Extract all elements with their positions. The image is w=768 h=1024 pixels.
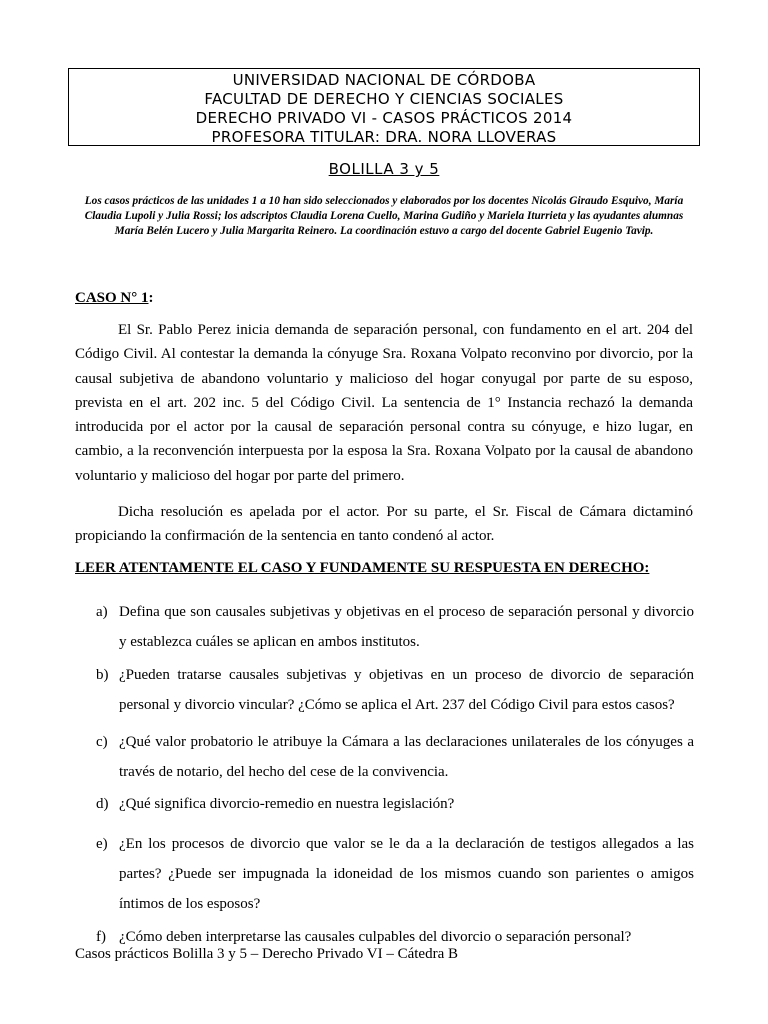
intro-paragraph: Los casos prácticos de las unidades 1 a 10 han sido seleccionados y elaborados por los docentes Nicolás Giraudo Esquivo, María Claudia Lupoli y Julia Rossi; los adscriptos Claudia Lorena Cuello, Marina Gudiño y Mariela Iturrieta y las ayudantes alumnas María Belén Lucero y Julia Margarita Reinero. La coordinación estuvo a cargo del docente Gabriel Eugenio Tavip. xyxy=(84,195,684,237)
question-letter: d) xyxy=(96,796,109,812)
question-letter: f) xyxy=(96,929,106,945)
instruction-heading: LEER ATENTAMENTE EL CASO Y FUNDAMENTE SU RESPUESTA EN DERECHO: xyxy=(75,560,650,576)
question-text: ¿Qué significa divorcio-remedio en nuestra legislación? xyxy=(119,796,455,812)
question-item xyxy=(96,660,694,720)
document-subtitle: BOLILLA 3 y 5 xyxy=(328,160,440,178)
case-heading-colon: : xyxy=(148,290,154,306)
header-box xyxy=(68,68,700,146)
question-text: ¿En los procesos de divorcio que valor se le da a la declaración de testigos allegados a las partes? ¿Puede ser impugnada la idoneidad de los mismos cuando son parientes o amigos íntimos de los esposos? xyxy=(119,836,694,912)
question-text: ¿Qué valor probatorio le atribuye la Cámara a las declaraciones unilaterales de los cónyuges a través de notario, del hecho del cese de la convivencia. xyxy=(119,734,694,780)
question-letter: c) xyxy=(96,734,108,750)
question-letter: e) xyxy=(96,836,108,852)
question-text: ¿Pueden tratarse causales subjetivas y objetivas en un proceso de divorcio de separación personal y divorcio vincular? ¿Cómo se aplica el Art. 237 del Código Civil para estos casos? xyxy=(119,667,694,713)
question-letter: b) xyxy=(96,667,109,683)
question-text: ¿Cómo deben interpretarse las causales culpables del divorcio o separación personal? xyxy=(119,929,632,945)
case-heading xyxy=(75,290,154,307)
case-heading-label: CASO N° 1 xyxy=(75,290,149,306)
header-course: DERECHO PRIVADO VI - CASOS PRÁCTICOS 2014 xyxy=(195,109,573,127)
question-text: Defina que son causales subjetivas y objetivas en el proceso de separación personal y divorcio y establezca cuáles se aplican en ambos institutos. xyxy=(119,604,694,650)
case-paragraph-1: El Sr. Pablo Perez inicia demanda de separación personal, con fundamento en el art. 204 del Código Civil. Al contestar la demanda la cónyuge Sra. Roxana Volpato reconvino por divorcio, por la causal subjetiva de abandono voluntario y malicioso del hogar conyugal por parte de su esposo, prevista en el art. 202 inc. 5 del Código Civil. La sentencia de 1° Instancia rechazó la demanda introducida por el actor por la causal de separación personal contra su cónyuge, e hizo lugar, en cambio, a la reconvención interpuesta por la esposa la Sra. Roxana Volpato por la causal de abandono voluntario y malicioso del hogar por parte del primero. xyxy=(75,322,693,484)
header-university: UNIVERSIDAD NACIONAL DE CÓRDOBA xyxy=(232,71,536,89)
question-item xyxy=(96,597,694,657)
question-item xyxy=(96,727,694,787)
case-paragraph-2: Dicha resolución es apelada por el actor. Por su parte, el Sr. Fiscal de Cámara dictaminó propiciando la confirmación de la sentencia en tanto condenó al actor. xyxy=(75,504,693,545)
question-letter: a) xyxy=(96,604,108,620)
header-professor: PROFESORA TITULAR: DRA. NORA LLOVERAS xyxy=(211,128,557,146)
header-faculty: FACULTAD DE DERECHO Y CIENCIAS SOCIALES xyxy=(204,90,564,108)
page-footer: Casos prácticos Bolilla 3 y 5 – Derecho Privado VI – Cátedra B xyxy=(75,946,458,962)
question-item xyxy=(96,829,694,919)
question-item xyxy=(96,789,694,819)
